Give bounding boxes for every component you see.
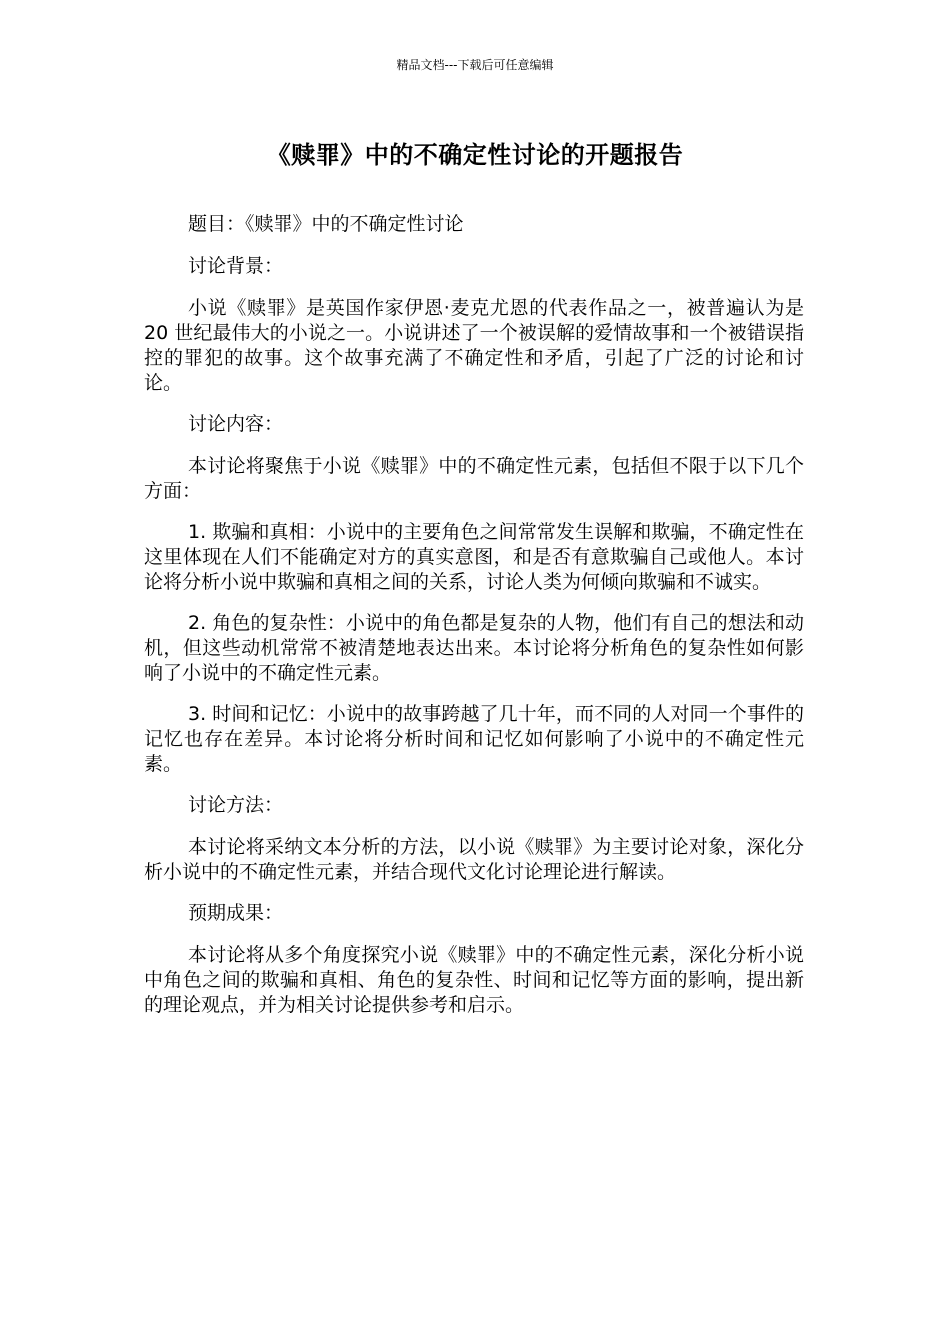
content-intro-paragraph: 本讨论将聚焦于小说《赎罪》中的不确定性元素，包括但不限于以下几个方面： — [144, 455, 804, 502]
method-paragraph: 本讨论将采纳文本分析的方法，以小说《赎罪》为主要讨论对象，深化分析小说中的不确定性元素，并结合现代文化讨论理论进行解读。 — [144, 836, 804, 883]
content-item-deception: 1. 欺骗和真相：小说中的主要角色之间常常发生误解和欺骗，不确定性在这里体现在人们不能确定对方的真实意图，和是否有意欺骗自己或他人。本讨论将分析小说中欺骗和真相之间的关系，讨论人类为何倾向欺骗和不诚实。 — [144, 521, 804, 593]
document-title: 《赎罪》中的不确定性讨论的开题报告 — [266, 141, 684, 169]
section-heading-method: 讨论方法： — [188, 794, 284, 816]
outcomes-paragraph: 本讨论将从多个角度探究小说《赎罪》中的不确定性元素，深化分析小说中角色之间的欺骗和真相、角色的复杂性、时间和记忆等方面的影响，提出新的理论观点，并为相关讨论提供参考和启示。 — [144, 944, 804, 1016]
content-item-characters: 2. 角色的复杂性：小说中的角色都是复杂的人物，他们有自己的想法和动机，但这些动机常常不被清楚地表达出来。本讨论将分析角色的复杂性如何影响了小说中的不确定性元素。 — [144, 612, 804, 684]
document-body — [144, 212, 804, 1034]
section-heading-content: 讨论内容： — [188, 413, 284, 435]
section-heading-outcomes: 预期成果： — [188, 902, 284, 924]
background-paragraph: 小说《赎罪》是英国作家伊恩·麦克尤恩的代表作品之一，被普遍认为是 20 世纪最伟大的小说之一。小说讲述了一个被误解的爱情故事和一个被错误指控的罪犯的故事。这个故事充满了不确定性和矛盾，引起了广泛的讨论和讨论。 — [144, 297, 804, 394]
section-heading-background: 讨论背景： — [188, 255, 284, 277]
content-item-time-memory: 3. 时间和记忆：小说中的故事跨越了几十年，而不同的人对同一个事件的记忆也存在差异。本讨论将分析时间和记忆如何影响了小说中的不确定性元素。 — [144, 703, 804, 775]
topic-line: 题目：《赎罪》中的不确定性讨论 — [188, 213, 464, 235]
header-note: 精品文档---下载后可任意编辑 — [396, 58, 554, 72]
